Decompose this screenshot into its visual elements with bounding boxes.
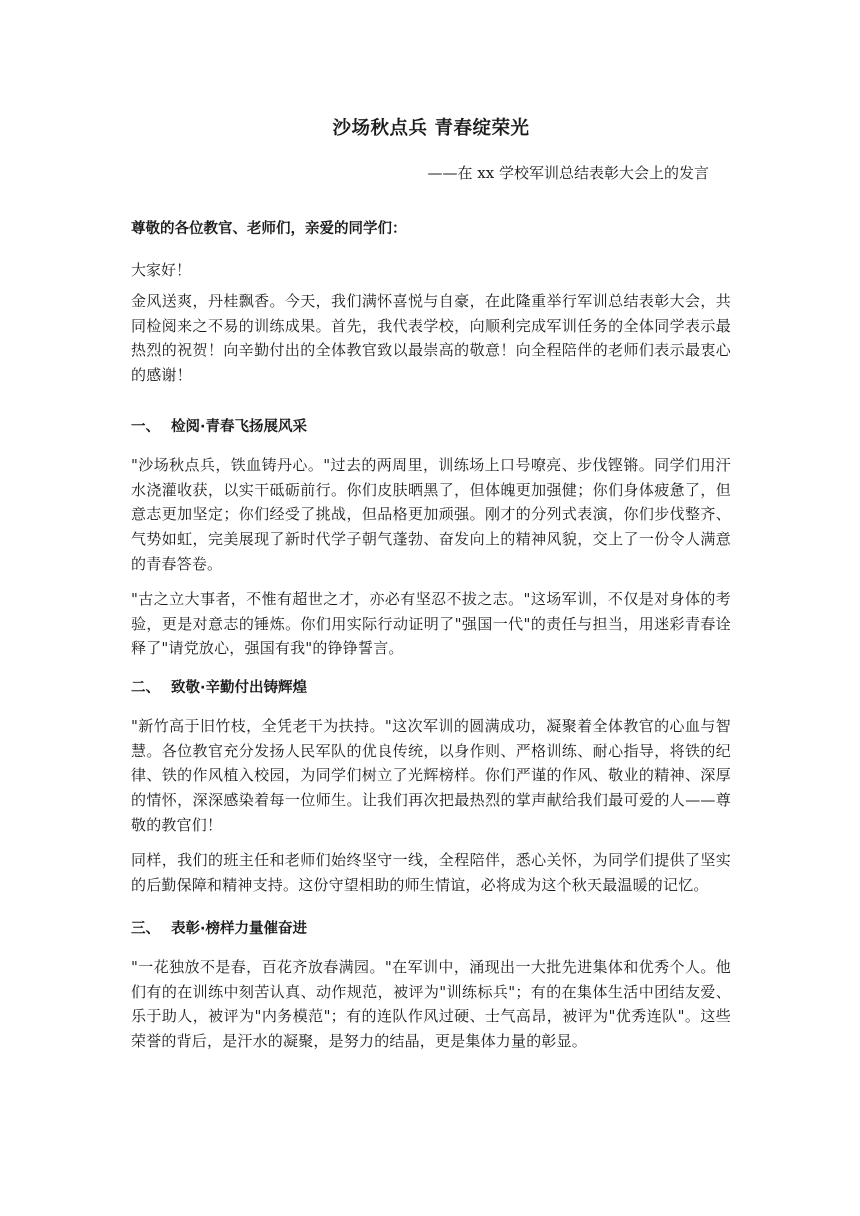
section-3-paragraph-1: "一花独放不是春，百花齐放春满园。"在军训中，涌现出一大批先进集体和优秀个人。他们有的在训练中刻苦认真、动作规范，被评为"训练标兵"；有的在集体生活中团结友爱、乐于助人，被评为"内务模范"；有的连队作风过硬、士气高昂，被评为"优秀连队"。这些荣誉的背后，是汗水的凝聚，是努力的结晶，更是集体力量的彰显。 bbox=[131, 958, 731, 1051]
section-2-paragraph-1: "新竹高于旧竹枝，全凭老干为扶持。"这次军训的圆满成功，凝聚着全体教官的心血与智慧。各位教官充分发扬人民军队的优良传统，以身作则、严格训练、耐心指导，将铁的纪律、铁的作风植入校园，为同学们树立了光辉榜样。你们严谨的作风、敬业的精神、深厚的情怀，深深感染着每一位师生。让我们再次把最热烈的掌声献给我们最可爱的人——尊敬的教官们！ bbox=[131, 717, 731, 834]
section-2-paragraph-2: 同样，我们的班主任和老师们始终坚守一线，全程陪伴，悉心关怀，为同学们提供了坚实的后勤保障和精神支持。这份守望相助的师生情谊，必将成为这个秋天最温暖的记忆。 bbox=[131, 851, 731, 894]
section-title-1: 检阅·青春飞扬展风采 bbox=[171, 419, 308, 435]
section-heading-2 bbox=[131, 676, 307, 697]
section-number-3: 三、 bbox=[131, 921, 160, 937]
section-number-1: 一、 bbox=[131, 419, 160, 435]
salutation: 尊敬的各位教官、老师们，亲爱的同学们： bbox=[131, 221, 407, 237]
greeting: 大家好！ bbox=[131, 261, 192, 279]
section-number-2: 二、 bbox=[131, 680, 160, 696]
section-heading-3 bbox=[131, 917, 307, 938]
section-heading-1 bbox=[131, 415, 307, 436]
intro-paragraph: 金风送爽，丹桂飘香。今天，我们满怀喜悦与自豪，在此隆重举行军训总结表彰大会，共同检阅来之不易的训练成果。首先，我代表学校，向顺利完成军训任务的全体同学表示最热烈的祝贺！向辛勤付出的全体教官致以最崇高的敬意！向全程陪伴的老师们表示最衷心的感谢！ bbox=[131, 292, 731, 385]
section-title-3: 表彰·榜样力量催奋进 bbox=[171, 921, 308, 937]
section-title-2: 致敬·辛勤付出铸辉煌 bbox=[171, 680, 308, 696]
section-1-paragraph-1: "沙场秋点兵，铁血铸丹心。"过去的两周里，训练场上口号嘹亮、步伐铿锵。同学们用汗水浇灌收获，以实干砥砺前行。你们皮肤晒黑了，但体魄更加强健；你们身体疲惫了，但意志更加坚定；你们经受了挑战，但品格更加顽强。刚才的分列式表演，你们步伐整齐、气势如虹，完美展现了新时代学子朝气蓬勃、奋发向上的精神风貌，交上了一份令人满意的青春答卷。 bbox=[131, 456, 731, 573]
document-subtitle: ——在 xx 学校军训总结表彰大会上的发言 bbox=[427, 164, 709, 182]
section-1-paragraph-2: "古之立大事者，不惟有超世之才，亦必有坚忍不拔之志。"这场军训，不仅是对身体的考验，更是对意志的锤炼。你们用实际行动证明了"强国一代"的责任与担当，用迷彩青春诠释了"请党放心，强国有我"的铮铮誓言。 bbox=[131, 590, 731, 658]
document-title: 沙场秋点兵 青春绽荣光 bbox=[332, 118, 530, 139]
